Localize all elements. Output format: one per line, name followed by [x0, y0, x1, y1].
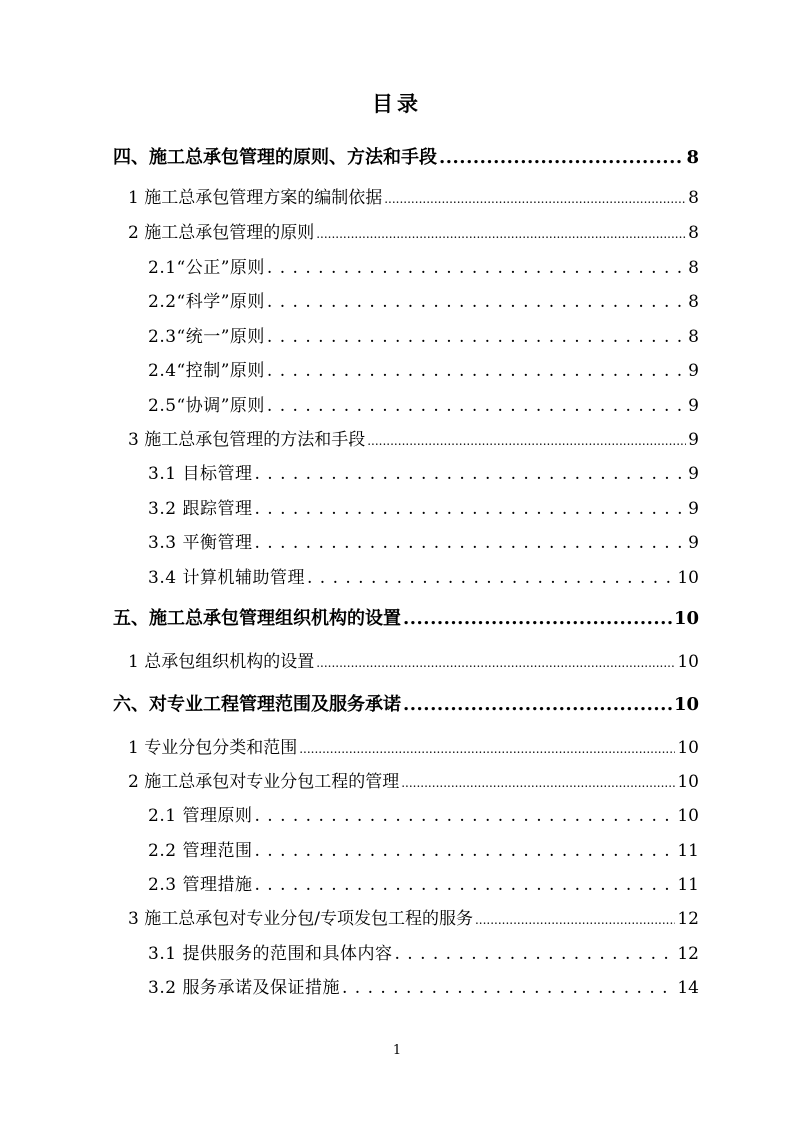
toc-entry-page: 8 [686, 147, 699, 168]
toc-entry[interactable] [0, 733, 699, 763]
dot-leader [267, 396, 686, 416]
dot-leader [267, 258, 686, 278]
toc-entry[interactable] [0, 767, 699, 797]
dot-leader [254, 499, 686, 519]
toc-entry-page: 10 [677, 806, 699, 826]
dot-leader [439, 147, 684, 168]
toc-entry[interactable] [0, 391, 699, 421]
toc-entry-label: 2.3 管理措施 [148, 875, 253, 895]
toc-entry-label: 1 专业分包分类和范围 [128, 738, 298, 758]
toc-entry-page: 10 [673, 608, 699, 629]
toc-entry[interactable] [0, 459, 699, 489]
dot-leader [254, 806, 675, 826]
toc-entry[interactable] [0, 528, 699, 558]
toc-entry[interactable] [0, 801, 699, 831]
dot-leader [316, 652, 675, 672]
toc-entry-label: 2.2“科学”原则 [148, 292, 265, 312]
toc-entry[interactable] [0, 870, 699, 900]
toc-entry[interactable] [0, 647, 699, 677]
toc-entry[interactable] [0, 218, 699, 248]
toc-entry-page: 8 [688, 292, 699, 312]
toc-entry-page: 8 [688, 188, 699, 208]
toc-entry-label: 2.2 管理范围 [148, 841, 253, 861]
toc-entry[interactable] [0, 836, 699, 866]
toc-entry-label: 1 施工总承包管理方案的编制依据 [128, 188, 383, 208]
toc-entry-page: 10 [677, 568, 699, 588]
dot-leader [475, 909, 675, 929]
toc-entry[interactable] [0, 904, 699, 934]
toc-entry-label: 2.5“协调”原则 [148, 396, 265, 416]
toc-entry-label: 3.1 提供服务的范围和具体内容 [148, 944, 393, 964]
dot-leader [299, 738, 675, 758]
toc-entry-label: 2.1 管理原则 [148, 806, 253, 826]
toc-entry-page: 8 [688, 327, 699, 347]
toc-entry[interactable] [0, 183, 699, 213]
toc-entry-page: 9 [688, 396, 699, 416]
dot-leader [267, 327, 686, 347]
toc-entry[interactable] [0, 563, 699, 593]
dot-leader [403, 608, 672, 629]
toc-entry-label: 3.4 计算机辅助管理 [148, 568, 305, 588]
toc-entry-label: 2.3“统一”原则 [148, 327, 265, 347]
dot-leader [254, 464, 686, 484]
toc-entry-label: 3 施工总承包对专业分包/专项发包工程的服务 [128, 909, 473, 929]
toc-entry[interactable] [0, 253, 699, 283]
toc-entry-label: 2 施工总承包对专业分包工程的管理 [128, 772, 400, 792]
toc-entry-page: 10 [677, 738, 699, 758]
toc-entry-page: 11 [677, 875, 699, 895]
toc-entry-label: 1 总承包组织机构的设置 [128, 652, 315, 672]
toc-entry-page: 12 [677, 944, 699, 964]
page-title: 目录 [372, 91, 422, 116]
toc-entry[interactable] [0, 287, 699, 317]
dot-leader [394, 944, 675, 964]
toc-entry-page: 8 [688, 223, 699, 243]
toc-entry-label: 3.3 平衡管理 [148, 533, 253, 553]
toc-entry-page: 10 [673, 694, 699, 715]
toc-entry-page: 10 [677, 772, 699, 792]
page-number: 1 [392, 1043, 402, 1058]
toc-entry-page: 9 [688, 430, 699, 450]
dot-leader [316, 223, 686, 243]
toc-entry[interactable] [0, 939, 699, 969]
dot-leader [307, 568, 675, 588]
toc-entry-label: 六、对专业工程管理范围及服务承诺 [113, 694, 401, 715]
dot-leader [367, 430, 686, 450]
toc-entry-page: 12 [677, 909, 699, 929]
toc-entry-page: 11 [677, 841, 699, 861]
toc-entry[interactable] [0, 494, 699, 524]
toc-entry-label: 3.2 跟踪管理 [148, 499, 253, 519]
toc-entry[interactable] [0, 425, 699, 455]
toc-entry[interactable] [0, 322, 699, 352]
toc-entry-page: 9 [688, 361, 699, 381]
dot-leader [267, 292, 686, 312]
dot-leader [384, 188, 686, 208]
toc-entry-label: 3.2 服务承诺及保证措施 [148, 978, 340, 998]
dot-leader [254, 841, 675, 861]
toc-entry-label: 2.4“控制”原则 [148, 361, 265, 381]
toc-entry-label: 五、施工总承包管理组织机构的设置 [113, 608, 401, 629]
dot-leader [342, 978, 675, 998]
toc-entry-page: 9 [688, 533, 699, 553]
toc-entry[interactable] [0, 604, 699, 634]
toc-entry-page: 9 [688, 464, 699, 484]
dot-leader [254, 875, 675, 895]
toc-entry-page: 14 [677, 978, 699, 998]
toc-entry-label: 四、施工总承包管理的原则、方法和手段 [113, 147, 437, 168]
dot-leader [254, 533, 686, 553]
toc-entry[interactable] [0, 690, 699, 720]
dot-leader [403, 694, 672, 715]
dot-leader [267, 361, 686, 381]
toc-entry[interactable] [0, 356, 699, 386]
toc-entry-page: 8 [688, 258, 699, 278]
toc-entry-page: 10 [677, 652, 699, 672]
toc-entry-label: 2.1“公正”原则 [148, 258, 265, 278]
toc-entry-label: 3 施工总承包管理的方法和手段 [128, 430, 366, 450]
toc-entry-label: 3.1 目标管理 [148, 464, 253, 484]
toc-entry[interactable] [0, 973, 699, 1003]
dot-leader [401, 772, 675, 792]
toc-entry[interactable] [0, 143, 699, 173]
toc-entry-page: 9 [688, 499, 699, 519]
toc-entry-label: 2 施工总承包管理的原则 [128, 223, 315, 243]
